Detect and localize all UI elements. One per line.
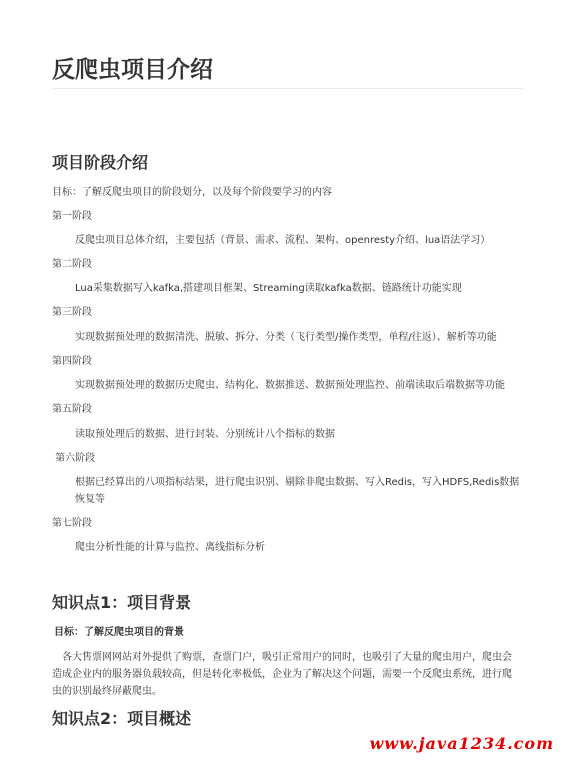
section-heading-background: 知识点1：项目背景	[52, 593, 192, 612]
stage-7-label: 第七阶段	[52, 518, 92, 529]
stage-5-label: 第五阶段	[52, 404, 92, 415]
stage-4-content: 实现数据预处理的数据历史爬虫、结构化、数据推送、数据预处理监控、前端读取后端数据等功能	[75, 380, 505, 391]
section-heading-stages: 项目阶段介绍	[52, 153, 149, 172]
stage-1-content: 反爬虫项目总体介绍，主要包括（背景、需求、流程、架构、openresty介绍、lua语法学习）	[75, 235, 491, 246]
stage-7-content: 爬虫分析性能的计算与监控、离线指标分析	[75, 542, 265, 553]
stage-2-label: 第二阶段	[52, 259, 92, 270]
title-divider	[52, 88, 524, 89]
section-heading-overview: 知识点2：项目概述	[52, 709, 192, 728]
stage-6-content: 根据已经算出的八项指标结果，进行爬虫识别、剔除非爬虫数据、写入Redis，写入HDFS,Redis数据恢复等	[75, 477, 520, 505]
stage-5-content: 读取预处理后的数据、进行封装、分别统计八个指标的数据	[75, 429, 335, 440]
stage-6-label: 第六阶段	[52, 453, 96, 464]
stage-3-content: 实现数据预处理的数据清洗、脱敏、拆分、分类（飞行类型/操作类型，单程/往返）、解析等功能	[75, 332, 497, 343]
stages-goal: 目标：了解反爬虫项目的阶段划分，以及每个阶段要学习的内容	[52, 187, 332, 198]
stage-2-content: Lua采集数据写入kafka,搭建项目框架、Streaming读取kafka数据、链路统计功能实现	[75, 283, 462, 294]
stage-4-label: 第四阶段	[52, 356, 92, 367]
background-goal: 目标：了解反爬虫项目的背景	[54, 627, 184, 638]
page-title: 反爬虫项目介绍	[52, 57, 213, 83]
stage-1-label: 第一阶段	[52, 211, 92, 222]
stage-3-label: 第三阶段	[52, 307, 92, 318]
site-watermark: www.java1234.com	[369, 734, 554, 753]
background-paragraph: 各大售票网网站对外提供了购票，查票门户，吸引正常用户的同时，也吸引了大量的爬虫用户，爬虫会造成企业内的服务器负载较高，但是转化率极低，企业为了解决这个问题，需要一个反爬虫系统，进行爬虫的识别最终屏蔽爬虫。	[52, 652, 512, 697]
